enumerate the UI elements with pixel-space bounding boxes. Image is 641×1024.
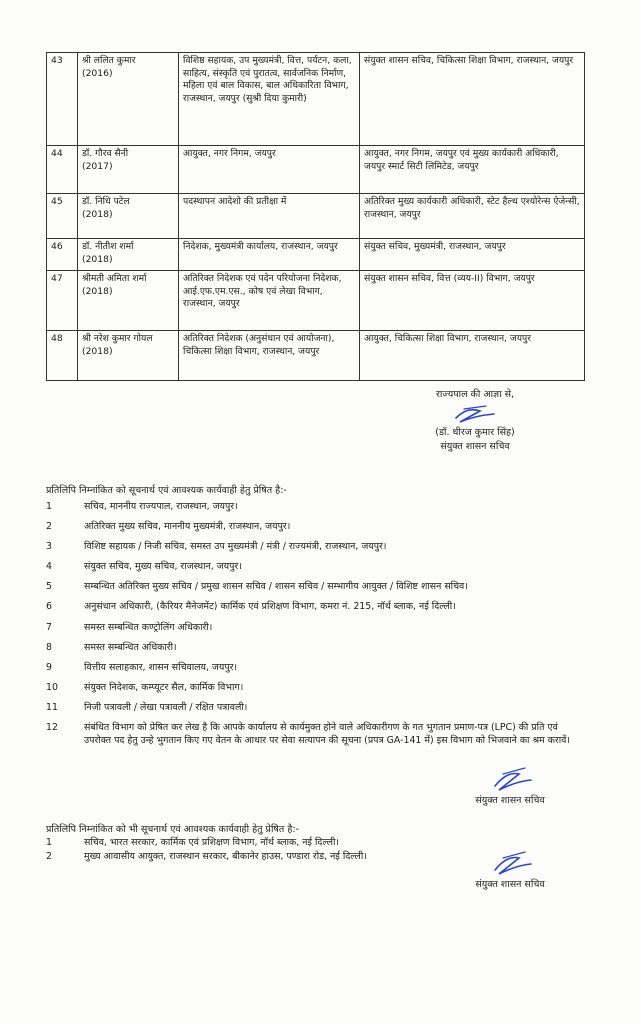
item-text: सचिव, भारत सरकार, कार्मिक एवं प्रशिक्षण विभाग, नॉर्थ ब्लाक, नई दिल्ली। [84,837,339,848]
table-row [47,146,585,194]
current-posting: आयुक्त, नगर निगम, जयपुर [179,146,360,194]
list-item [46,581,586,594]
item-number: 8 [46,641,52,653]
cc-heading-2: प्रतिलिपि निम्नांकित को भी सूचनार्थ एवं आवश्यक कार्यवाही हेतु प्रेषित है:- [46,824,300,835]
list-item [46,642,586,655]
officer-name: श्रीमती अमिता शर्मा [82,273,147,284]
item-text: समस्त सम्बन्धित कण्ट्रोलिंग अधिकारी। [84,621,213,633]
list-item [46,622,586,635]
item-number: 2 [46,521,52,533]
row-number: 47 [47,271,78,331]
list-item [46,702,586,715]
list-item [46,521,586,534]
item-text: वित्तीय सलाहकार, शासन सचिवालय, जयपुर। [84,661,238,673]
item-number: 12 [46,722,58,734]
list-item [46,501,586,514]
signatory-designation: संयुक्त शासन सचिव [475,879,545,890]
signature-block-main [390,388,560,454]
new-posting: संयुक्त सचिव, मुख्यमंत्री, राजस्थान, जयपुर [360,239,585,271]
item-number: 6 [46,601,52,613]
row-number: 45 [47,194,78,239]
item-number: 9 [46,661,52,673]
new-posting: आयुक्त, चिकित्सा शिक्षा विभाग, राजस्थान, जयपुर [360,331,585,381]
item-number: 3 [46,541,52,553]
item-number: 10 [46,681,58,693]
signature-mark [450,402,500,426]
list-item [46,601,586,614]
row-number: 46 [47,239,78,271]
officer-name: श्री ललित कुमार [82,55,136,66]
officer-name: डॉ. गौरव सैनी [82,148,129,159]
cc-list [46,501,586,755]
officer-name-cell [78,53,179,146]
list-item [46,682,586,695]
officer-name: डॉ. नीतीश शर्मा [82,241,134,252]
item-number: 2 [46,850,52,862]
transfer-table [46,52,585,381]
new-posting: संयुक्त शासन सचिव, वित्त (व्यय-II) विभाग, जयपुर [360,271,585,331]
item-number: 1 [46,837,52,848]
item-text: समस्त सम्बन्धित अधिकारी। [84,641,177,653]
cc-heading: प्रतिलिपि निम्नांकित को सूचनार्थ एवं आवश्यक कार्यवाही हेतु प्रेषित है:- [46,485,287,496]
new-posting: आयुक्त, नगर निगम, जयपुर एवं मुख्य कार्यकारी अधिकारी, जयपुर स्मार्ट सिटी लिमिटेड, जयपुर [360,146,585,194]
item-text: अतिरिक्त मुख्य सचिव, माननीय मुख्यमंत्री, राजस्थान, जयपुर। [84,521,291,533]
current-posting: अतिरिक्त निदेशक (अनुसंधान एवं आयोजना), चिकित्सा शिक्षा विभाग, राजस्थान, जयपुर [179,331,360,381]
signatory-designation: संयुक्त शासन सचिव [475,795,545,806]
row-number: 44 [47,146,78,194]
item-number: 11 [46,701,58,713]
officer-name-cell [78,239,179,271]
officer-name-cell [78,331,179,381]
officer-name-cell [78,271,179,331]
signature-block-cc2 [435,848,585,892]
item-number: 4 [46,561,52,573]
item-text: सचिव, माननीय राज्यपाल, राजस्थान, जयपुर। [84,501,238,512]
item-text: संयुक्त निदेशक, कम्प्यूटर सैल, कार्मिक विभाग। [84,681,244,693]
item-number: 7 [46,621,52,633]
officer-name-cell [78,146,179,194]
table-row [47,53,585,146]
signature-mark [485,764,535,794]
item-text: संबंधित विभाग को प्रेषित कर लेख है कि आपके कार्यालय से कार्यमुक्त होने वाले अधिकारीगण के गत भुगतान प्रमाण-पत्र (LPC) की प्रति एवं उपरोक्त पद हेतु उन्हे भुगतान किए गए वेतन के आधार पर सेवा सत्यापन की सूचना (प्रपत्र GA-141 में) इस विभाग को भिजवाने का श्रम करावें। [84,722,570,746]
order-line: राज्यपाल की आज्ञा से, [435,389,515,400]
item-text: निजी पत्रावली / लेखा पत्रावली / रक्षित पत्रावली। [84,701,248,713]
table-row [47,331,585,381]
list-item [46,722,586,747]
item-text: अनुसंधान अधिकारी, (कैरियर मैनेजमेंट) कार्मिक एवं प्रशिक्षण विभाग, कमरा नं. 215, नॉर्थ ब्लाक, नई दिल्ली। [84,601,456,613]
current-posting: विशिष्ठ सहायक, उप मुख्यमंत्री, वित्त, पर्यटन, कला, साहित्य, संस्कृति एवं पुरातत्व, सार्वजनिक निर्माण, महिला एवं बाल विकास, बाल अधिकारिता विभाग, राजस्थान, जयपुर (सुश्री दिया कुमारी) [179,53,360,146]
table-row [47,271,585,331]
current-posting: अतिरिक्त निदेशक एवं पदेन परियोजना निदेशक, आई.एफ.एम.एस., कोष एवं लेखा विभाग, राजस्थान, जयपुर [179,271,360,331]
new-posting: अतिरिक्त मुख्य कार्यकारी अधिकारी, स्टेट हैल्थ एश्योरेन्स ऐजेन्सी, राजस्थान, जयपुर [360,194,585,239]
new-posting: संयुक्त शासन सचिव, चिकित्सा शिक्षा विभाग, राजस्थान, जयपुर [360,53,585,146]
table-row [47,239,585,271]
list-item [46,662,586,675]
batch-year: (2018) [82,345,113,357]
officer-name-cell [78,194,179,239]
batch-year: (2018) [82,253,113,265]
list-item [46,561,586,574]
batch-year: (2017) [82,160,113,172]
current-posting: निदेशक, मुख्यमंत्री कार्यालय, राजस्थान, जयपुर [179,239,360,271]
table-row [47,194,585,239]
officer-name: डॉ. निधि पटेल [82,196,130,207]
batch-year: (2018) [82,285,113,297]
signature-block-cc1 [435,764,585,808]
item-text: संयुक्त सचिव, मुख्य सचिव, राजस्थान, जयपुर। [84,561,242,573]
item-text: विशिष्ट सहायक / निजी सचिव, समस्त उप मुख्यमंत्री / मंत्री / राज्यमंत्री, राजस्थान, जयपुर। [84,541,387,553]
signatory-designation: संयुक्त शासन सचिव [440,441,510,452]
current-posting: पदस्थापन आदेशो की प्रतीक्षा में [179,194,360,239]
batch-year: (2016) [82,67,113,79]
item-number: 5 [46,581,52,593]
item-text: मुख्य आवासीय आयुक्त, राजस्थान सरकार, बीकानेर हाउस, पण्डारा रोड, नई दिल्ली। [84,850,367,862]
signatory-name: (डॉ. धीरज कुमार सिंह) [435,427,515,438]
row-number: 43 [47,53,78,146]
item-number: 1 [46,501,52,512]
row-number: 48 [47,331,78,381]
item-text: सम्बन्धित अतिरिक्त मुख्य सचिव / प्रमुख शासन सचिव / शासन सचिव / सम्भागीय आयुक्त / विशिष्ट शासन सचिव। [84,581,468,593]
list-item [46,541,586,554]
batch-year: (2018) [82,208,113,220]
officer-name: श्री नरेश कुमार गोयल [82,333,153,344]
signature-mark [485,848,535,878]
